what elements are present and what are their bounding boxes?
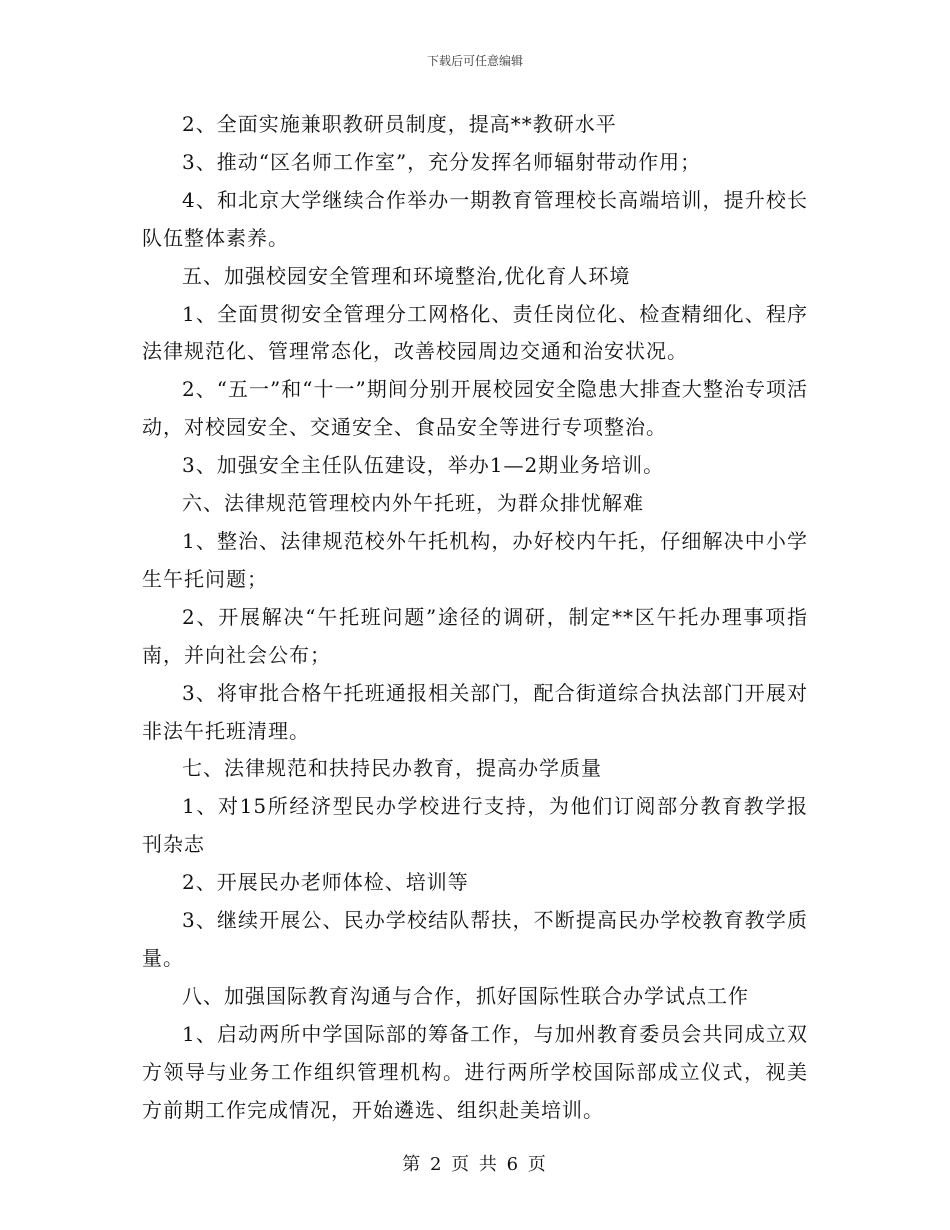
paragraph: 1、对15所经济型民办学校进行支持，为他们订阅部分教育教学报刊杂志 <box>142 794 808 857</box>
paragraph: 3、加强安全主任队伍建设，举办1—2期业务培训。 <box>182 453 665 478</box>
paragraph: 2、开展解决“午托班问题”途径的调研，制定**区午托办理事项指南，并向社会公布； <box>142 604 808 667</box>
paragraph: 3、推动“区名师工作室”，充分发挥名师辐射带动作用； <box>182 149 702 174</box>
paragraph: 1、全面贯彻安全管理分工网格化、责任岗位化、检查精细化、程序法律规范化、管理常态化，改善校园周边交通和治安状况。 <box>142 301 808 364</box>
paragraph: 2、开展民办老师体检、培训等 <box>182 870 469 895</box>
paragraph: 4、和北京大学继续合作举办一期教育管理校长高端培训，提升校长队伍整体素养。 <box>142 187 808 250</box>
page-header: 下载后可任意编辑 <box>426 54 523 68</box>
page-number-footer: 第 2 页 共 6 页 <box>402 1154 548 1175</box>
section-heading: 八、加强国际教育沟通与合作，抓好国际性联合办学试点工作 <box>182 983 749 1008</box>
section-heading: 五、加强校园安全管理和环境整治,优化育人环境 <box>182 263 631 288</box>
section-heading: 七、法律规范和扶持民办教育，提高办学质量 <box>182 756 602 781</box>
paragraph: 3、将审批合格午托班通报相关部门，配合街道综合执法部门开展对非法午托班清理。 <box>142 680 808 743</box>
section-heading: 六、法律规范管理校内外午托班，为群众排忧解难 <box>182 491 644 516</box>
paragraph: 1、启动两所中学国际部的筹备工作，与加州教育委员会共同成立双方领导与业务工作组织管理机构。进行两所学校国际部成立仪式，视美方前期工作完成情况，开始遴选、组织赴美培训。 <box>142 1021 808 1122</box>
paragraph: 2、全面实施兼职教研员制度，提高**教研水平 <box>182 112 617 136</box>
paragraph: 1、整治、法律规范校外午托机构，办好校内午托，仔细解决中小学生午托问题； <box>142 528 808 591</box>
paragraph: 3、继续开展公、民办学校结队帮扶，不断提高民办学校教育教学质量。 <box>142 908 808 970</box>
paragraph: 2、“五一”和“十一”期间分别开展校园安全隐患大排查大整治专项活动，对校园安全、交通安全、食品安全等进行专项整治。 <box>142 377 808 440</box>
document-body <box>142 106 808 1129</box>
